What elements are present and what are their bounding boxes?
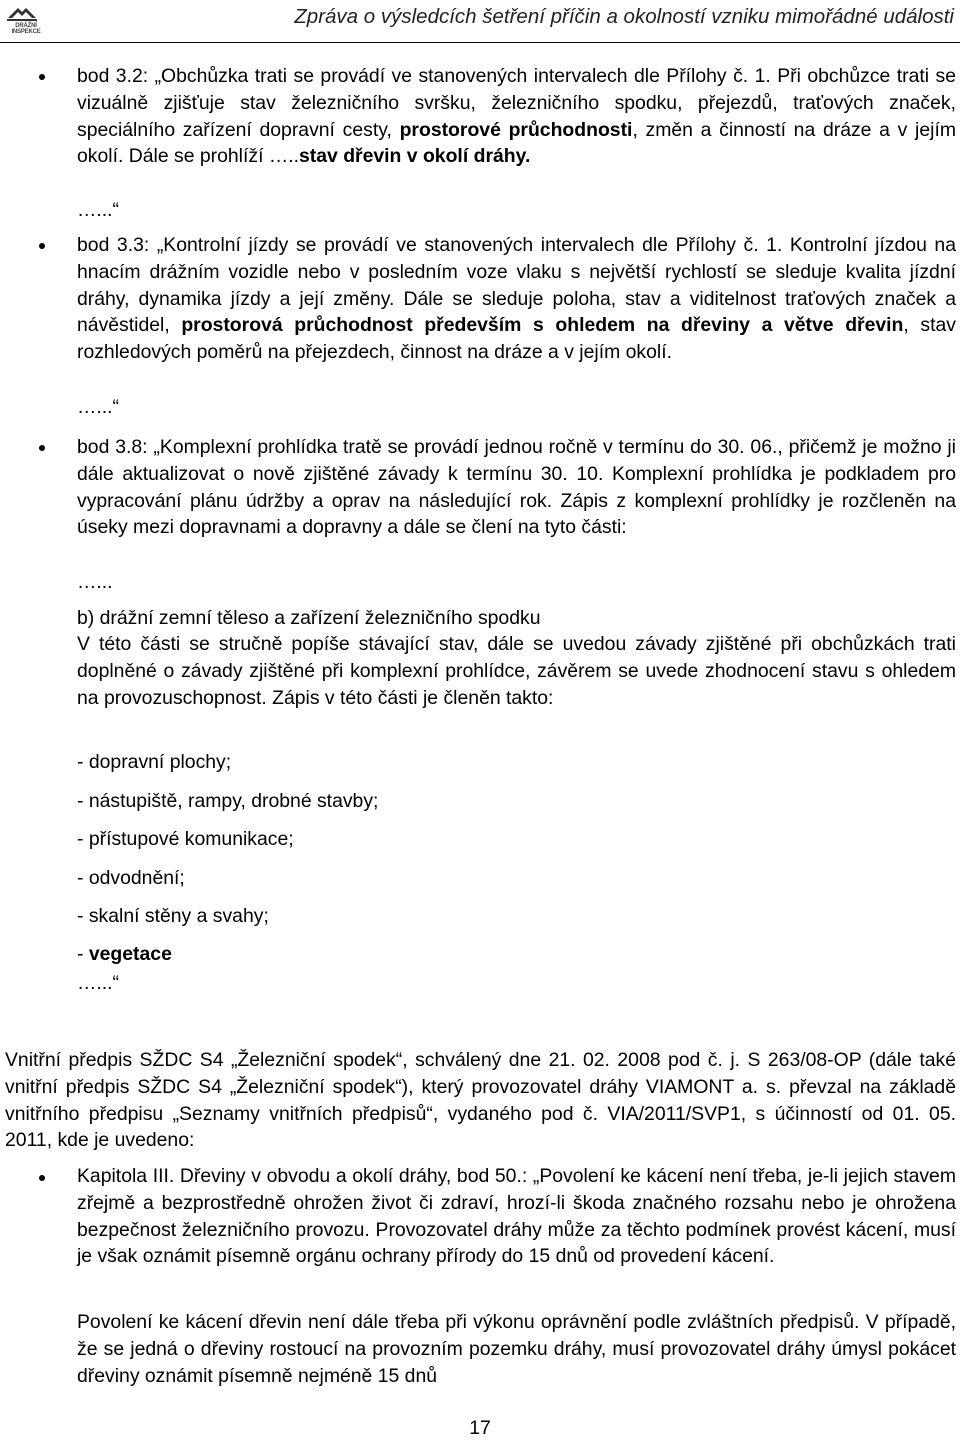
page-number: 17 xyxy=(469,1417,491,1439)
item-3-8-subheading: b) drážní zemní těleso a zařízení železničního spodku xyxy=(77,607,541,629)
item-3-8-description: V této části se stručně popíše stávající stav, dále se uvedou závady zjištěné při obchůzkách trati doplněné o závady zjištěné při komplexní prohlídce, závěrem se uvede zhodnocení stavu s ohledem na provozuschopnost. Zápis v této části je členěn takto: xyxy=(77,633,956,709)
item-3-2-text: bod 3.2: „Obchůzka trati se provádí ve stanovených intervalech dle Přílohy č. 1. Při obchůzce trati se vizuálně zjišťuje stav železničního svršku, železničního spodku, přejezdů, traťových značek, speciálního zařízení dopravní cesty, xyxy=(77,65,956,141)
item-3-2-dots: ….. xyxy=(268,145,300,168)
item-3-2-text-2: , změn a činností na dráze a v jejím okolí. Dále se prohlíží xyxy=(77,118,956,168)
bullet-icon xyxy=(39,445,45,451)
list-item: - dopravní plochy; xyxy=(77,751,232,773)
item-3-3-text: bod 3.3: „Kontrolní jízdy se provádí ve stanovených intervalech dle Přílohy č. 1. Kontrolní jízdou na hnacím drážním vozidle nebo v posledním voze vlaku s největší rychlostí se sleduje kvalita jízdní dráhy, dynamika jízdy a její změny. Dále se sleduje poloha, stav a viditelnost traťových značek a návěstidel, xyxy=(77,234,956,337)
item-3-3-ellipsis: …...“ xyxy=(77,396,120,418)
chapter-paragraph-2: Povolení ke kácení dřevin není dále třeba při výkonu oprávnění podle zvláštních předpisů. V případě, že se jedná o dřeviny rostoucí na provozním pozemku dráhy, musí provozovatel dráhy úmysl pokácet dřeviny oznámit písemně nejméně 15 dnů xyxy=(77,1311,956,1387)
chapter-paragraph-1: Kapitola III. Dřeviny v obvodu a okolí dráhy, bod 50.: „Povolení ke kácení není třeba, je-li jejich stavem zřejmě a bezprostředně ohrožen život či zdraví, hrozí-li škoda značného rozsahu nebo je ohrožena bezpečnost železničního provozu. Provozovatel dráhy může za těchto podmínek provést kácení, musí je však oznámit písemně orgánu ochrany přírody do 15 dnů od provedení kácení. xyxy=(77,1165,956,1268)
list-item: - odvodnění; xyxy=(77,867,185,889)
body-paragraph: Vnitřní předpis SŽDC S4 „Železniční spodek“, schválený dne 21. 02. 2008 pod č. j. S 263/08-OP (dále také vnitřní předpis SŽDC S4 „Železniční spodek“), který provozovatel dráhy VIAMONT a. s. převzal na základě vnitřního předpisu „Seznamy vnitřních předpisů“, vydaného pod č. VIA/2011/SVP1, s účinností od 01. 05. 2011, kde je uvedeno: xyxy=(5,1049,956,1152)
logo-text: DRÁŽNÍ INSPEKCE xyxy=(11,23,41,35)
item-3-3-bold: prostorová průchodnost především s ohledem na dřeviny a větve dřevin xyxy=(181,314,904,337)
item-3-3 xyxy=(77,232,956,366)
item-3-2-bold-1: prostorové průchodnosti xyxy=(399,118,633,141)
item-3-2-bold-2: stav dřevin v okolí dráhy. xyxy=(299,145,531,168)
bullet-icon xyxy=(39,1175,45,1181)
header-title: Zpráva o výsledcích šetření příčin a okolností vzniku mimořádné události xyxy=(294,5,954,28)
item-3-8-ellipsis: …... xyxy=(77,571,113,593)
list-item-prefix: - xyxy=(77,943,89,965)
item-3-8-end-ellipsis: …...“ xyxy=(77,972,120,994)
item-3-2-ellipsis: …...“ xyxy=(77,199,120,221)
list-item: - nástupiště, rampy, drobné stavby; xyxy=(77,790,379,812)
item-3-3-text-2: , stav rozhledových poměrů na přejezdech, činnost na dráze a v jejím okolí. xyxy=(77,314,956,364)
bullet-icon xyxy=(39,74,45,80)
drazni-inspekce-logo xyxy=(4,4,40,34)
list-item-vegetace xyxy=(77,941,172,968)
item-3-8: bod 3.8: „Komplexní prohlídka tratě se provádí jednou ročně v termínu do 30. 06., přičemž je možno ji dále aktualizovat o nově zjištěné závady k termínu 30. 10. Komplexní prohlídka je podkladem pro vypracování plánu údržby a oprav na následující rok. Zápis z komplexní prohlídky je rozčleněn na úseky mezi dopravnami a dopravny a dále se člení na tyto části: xyxy=(77,436,956,539)
item-3-2 xyxy=(77,63,956,170)
bullet-icon xyxy=(39,243,45,249)
list-item: - přístupové komunikace; xyxy=(77,828,294,850)
list-item: - skalní stěny a svahy; xyxy=(77,905,269,927)
list-item-bold: vegetace xyxy=(88,943,172,965)
page-header xyxy=(0,0,960,43)
